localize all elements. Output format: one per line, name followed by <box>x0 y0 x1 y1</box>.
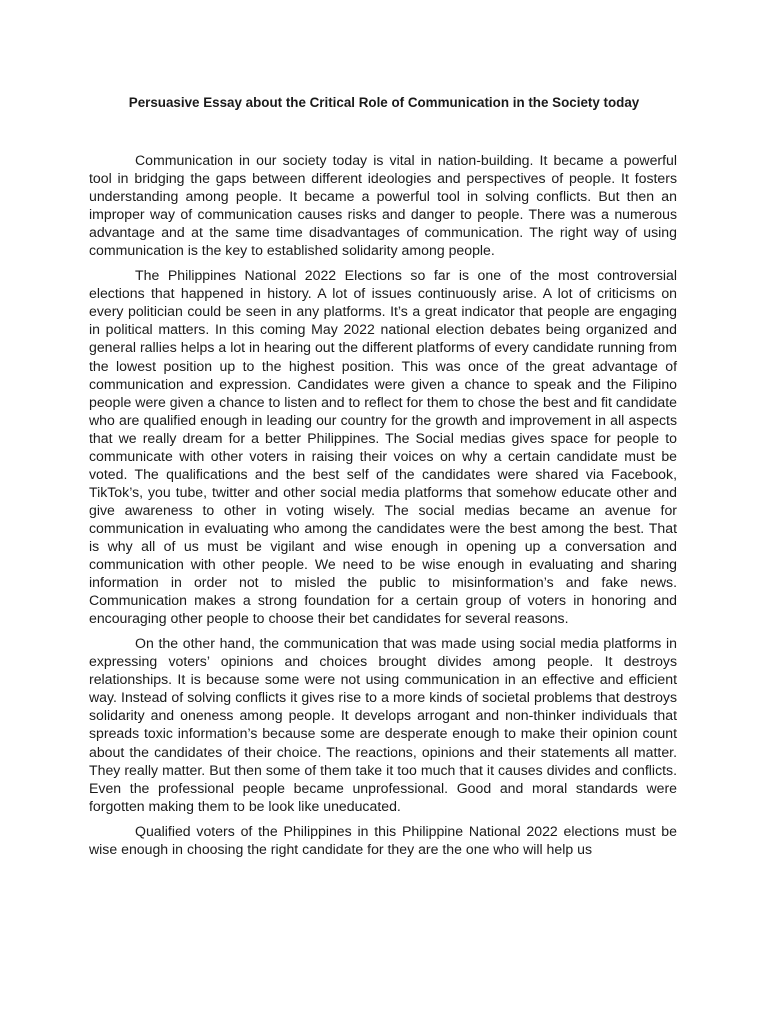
paragraph-2: The Philippines National 2022 Elections so far is one of the most controversial elections that happened in history. A lot of issues continuously arise. A lot of criticisms on every politician could be seen in any platforms. It’s a great indicator that people are engaging in political matters. In this coming May 2022 national election debates being organized and general rallies helps a lot in hearing out the different platforms of every candidate running from the lowest position up to the highest position. This was once of the great advantage of communication and expression. Candidates were given a chance to speak and the Filipino people were given a chance to listen and to reflect for them to chose the best and fit candidate who are qualified enough in leading our country for the growth and improvement in all aspects that we really dream for a better Philippines. The Social medias gives space for people to communicate with other voters in raising their voices on why a certain candidate must be voted. The qualifications and the best self of the candidates were shared via Facebook, TikTok’s, you tube, twitter and other social media platforms that somehow educate other and give awareness to other in voting wisely. The social medias became an avenue for communication in evaluating who among the candidates were the best among the best. That is why all of us must be vigilant and wise enough in opening up a conversation and communication with other people. We need to be wise enough in evaluating and sharing information in order not to misled the public to misinformation’s and fake news. Communication makes a strong foundation for a certain group of voters in honoring and encouraging other people to choose their bet candidates for several reasons. <box>89 267 677 627</box>
paragraph-3: On the other hand, the communication that was made using social media platforms in expressing voters’ opinions and choices brought divides among people. It destroys relationships. It is because some were not using communication in an effective and efficient way. Instead of solving conflicts it gives rise to a more kinds of societal problems that destroys solidarity and oneness among people. It develops arrogant and non-thinker individuals that spreads toxic information’s because some are desperate enough to make their opinion count about the candidates of their choice. The reactions, opinions and their statements all matter. They really matter. But then some of them take it too much that it causes divides and conflicts. Even the professional people became unprofessional. Good and moral standards were forgotten making them to be look like uneducated. <box>89 635 677 814</box>
paragraph-4: Qualified voters of the Philippines in this Philippine National 2022 elections must be wise enough in choosing the right candidate for they are the one who will help us <box>89 822 677 857</box>
paragraph-1: Communication in our society today is vital in nation-building. It became a powerful tool in bridging the gaps between different ideologies and perspectives of people. It fosters understanding among people. It became a powerful tool in solving conflicts. But then an improper way of communication causes risks and danger to people. There was a numerous advantage and at the same time disadvantages of communication. The right way of using communication is the key to established solidarity among people. <box>89 152 677 259</box>
document-title: Persuasive Essay about the Critical Role of Communication in the Society today <box>128 95 640 110</box>
document-body <box>89 151 677 865</box>
